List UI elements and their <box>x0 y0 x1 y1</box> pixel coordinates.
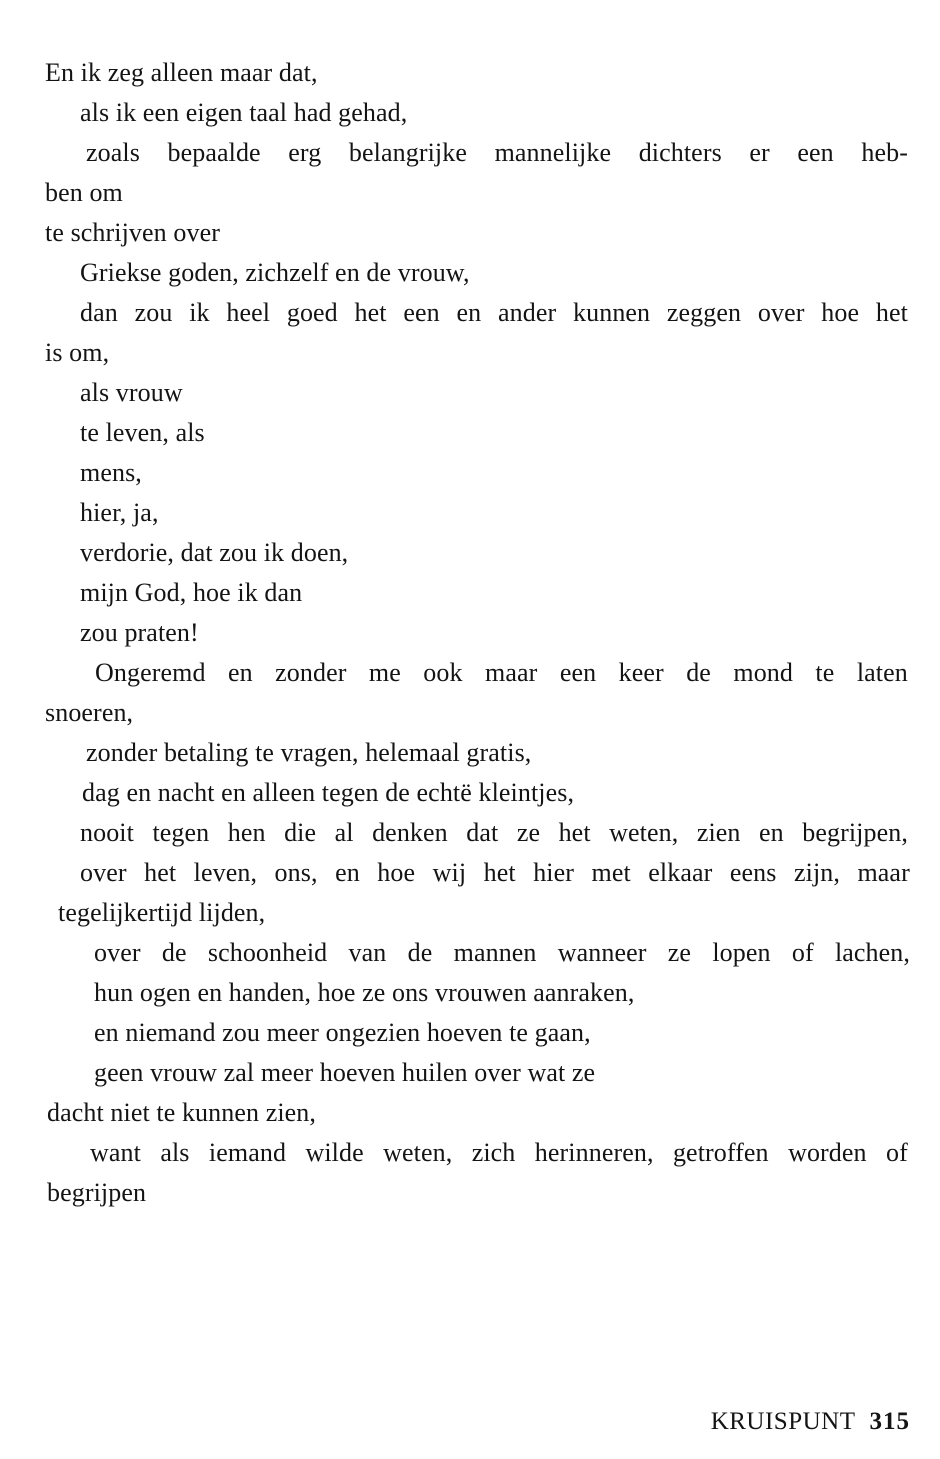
poem-word: en <box>335 858 360 887</box>
poem-line: geen vrouw zal meer hoeven huilen over wat ze <box>94 1058 596 1087</box>
poem-word: hen <box>227 818 266 847</box>
poem-line: dag en nacht en alleen tegen de echtë kleintjes, <box>82 778 575 807</box>
poem-word: kunnen <box>573 298 651 327</box>
poem-line <box>86 133 908 173</box>
poem-word: want <box>90 1138 141 1167</box>
poem-line: te schrijven over <box>45 218 220 247</box>
poem-word: mannen <box>453 938 537 967</box>
poem-word: over <box>94 938 141 967</box>
poem-word: heel <box>226 298 271 327</box>
poem-word: het <box>354 298 387 327</box>
poem-word: lopen <box>712 938 771 967</box>
poem-word: er <box>749 138 770 167</box>
poem-word: mannelijke <box>494 138 612 167</box>
poem-word: keer <box>618 658 664 687</box>
poem-word: dan <box>80 298 118 327</box>
poem-word: zeggen <box>666 298 742 327</box>
poem-word: wanneer <box>557 938 647 967</box>
poem-word: van <box>348 938 387 967</box>
poem-word: elkaar <box>648 858 713 887</box>
poem-word: laten <box>856 658 908 687</box>
poem-word: het <box>558 818 591 847</box>
poem-word: weten, <box>383 1138 453 1167</box>
poem-word: over <box>80 858 127 887</box>
poem-word: het <box>144 858 177 887</box>
poem-word: eens <box>729 858 777 887</box>
poem-line: En ik zeg alleen maar dat, <box>45 58 318 87</box>
poem-word: een <box>797 138 834 167</box>
poem-word: hoe <box>377 858 416 887</box>
poem-word: al <box>334 818 354 847</box>
poem-word: ik <box>189 298 210 327</box>
poem-word: ons, <box>274 858 318 887</box>
poem-word: wij <box>432 858 467 887</box>
poem-word: met <box>591 858 631 887</box>
poem-word: zijn, <box>793 858 840 887</box>
poem-word: als <box>160 1138 190 1167</box>
poem-word: denken <box>372 818 448 847</box>
poem-line: is om, <box>45 338 110 367</box>
poem-word: een <box>559 658 597 687</box>
poem-line: zou praten! <box>80 618 199 647</box>
poem-word: ze <box>516 818 541 847</box>
poem-word: de <box>407 938 433 967</box>
poem-word: maar <box>485 658 538 687</box>
poem-word: maar <box>857 858 910 887</box>
poem-line: te leven, als <box>80 418 205 447</box>
poem-word: en <box>227 658 253 687</box>
poem-word: zich <box>471 1138 516 1167</box>
poem-line: dacht niet te kunnen zien, <box>47 1098 316 1127</box>
poem-word: zien <box>696 818 741 847</box>
poem-word: over <box>757 298 805 327</box>
poem-word: Ongeremd <box>95 658 206 687</box>
poem-word: die <box>284 818 317 847</box>
poem-word: belangrijke <box>348 138 467 167</box>
poem-word: en <box>456 298 482 327</box>
page-number: 315 <box>869 1408 910 1435</box>
poem-line: verdorie, dat zou ik doen, <box>80 538 349 567</box>
poem-line: mens, <box>80 458 142 487</box>
poem-word: de <box>686 658 711 687</box>
poem-word: de <box>161 938 187 967</box>
poem-word: dat <box>466 818 499 847</box>
poem-word: een <box>403 298 440 327</box>
poem-line: ben om <box>45 178 123 207</box>
poem-word: lachen, <box>834 938 910 967</box>
poem-word: herinneren, <box>534 1138 654 1167</box>
page-footer <box>711 1402 910 1442</box>
poem-word: bepaalde <box>167 138 261 167</box>
poem-line: Griekse goden, zichzelf en de vrouw, <box>80 258 470 287</box>
poem-line: snoeren, <box>45 698 134 727</box>
poem-word: zonder <box>275 658 347 687</box>
poem-word: leven, <box>193 858 258 887</box>
poem-word: ook <box>423 658 463 687</box>
poem-word: ze <box>667 938 692 967</box>
poem-word: nooit <box>80 818 134 847</box>
poem-word: te <box>815 658 835 687</box>
poem-word: zou <box>134 298 173 327</box>
poem-line <box>95 653 908 693</box>
poem-word: of <box>791 938 814 967</box>
poem-word: me <box>368 658 401 687</box>
poem-word: of <box>886 1138 908 1167</box>
poem-word: het <box>875 298 908 327</box>
poem-word: begrijpen, <box>802 818 908 847</box>
poem-word: en <box>759 818 784 847</box>
poem-line: hier, ja, <box>80 498 159 527</box>
poem-word: mond <box>733 658 793 687</box>
poem-line <box>80 853 910 893</box>
poem-word: wilde <box>305 1138 364 1167</box>
poem-word: dichters <box>638 138 722 167</box>
poem-word: ander <box>498 298 557 327</box>
poem-word: goed <box>286 298 338 327</box>
poem-line: mijn God, hoe ik dan <box>80 578 303 607</box>
poem-word: weten, <box>609 818 679 847</box>
poem-line <box>90 1133 908 1173</box>
poem-word: iemand <box>208 1138 287 1167</box>
poem-word: tegen <box>152 818 210 847</box>
poem-line <box>80 293 908 333</box>
poem-line <box>94 933 910 973</box>
poem-line: begrijpen <box>47 1178 147 1207</box>
poem-line: als ik een eigen taal had gehad, <box>80 98 408 127</box>
poem-word: erg <box>288 138 322 167</box>
poem-word: hier <box>533 858 575 887</box>
poem-word: schoonheid <box>207 938 328 967</box>
poem-line <box>80 813 908 853</box>
poem-line: en niemand zou meer ongezien hoeven te gaan, <box>94 1018 591 1047</box>
poem-word: zoals <box>86 138 140 167</box>
poem-word: heb- <box>861 138 908 167</box>
poem-line: tegelijkertijd lijden, <box>58 898 266 927</box>
poem-line: als vrouw <box>80 378 183 407</box>
poem-word: worden <box>788 1138 867 1167</box>
poem-word: het <box>483 858 516 887</box>
poem-word: getroffen <box>672 1138 769 1167</box>
running-footer-title: KRUISPUNT <box>710 1408 856 1435</box>
poem-word: hoe <box>821 298 860 327</box>
poem-line: zonder betaling te vragen, helemaal gratis, <box>86 738 532 767</box>
poem-line: hun ogen en handen, hoe ze ons vrouwen aanraken, <box>94 978 635 1007</box>
